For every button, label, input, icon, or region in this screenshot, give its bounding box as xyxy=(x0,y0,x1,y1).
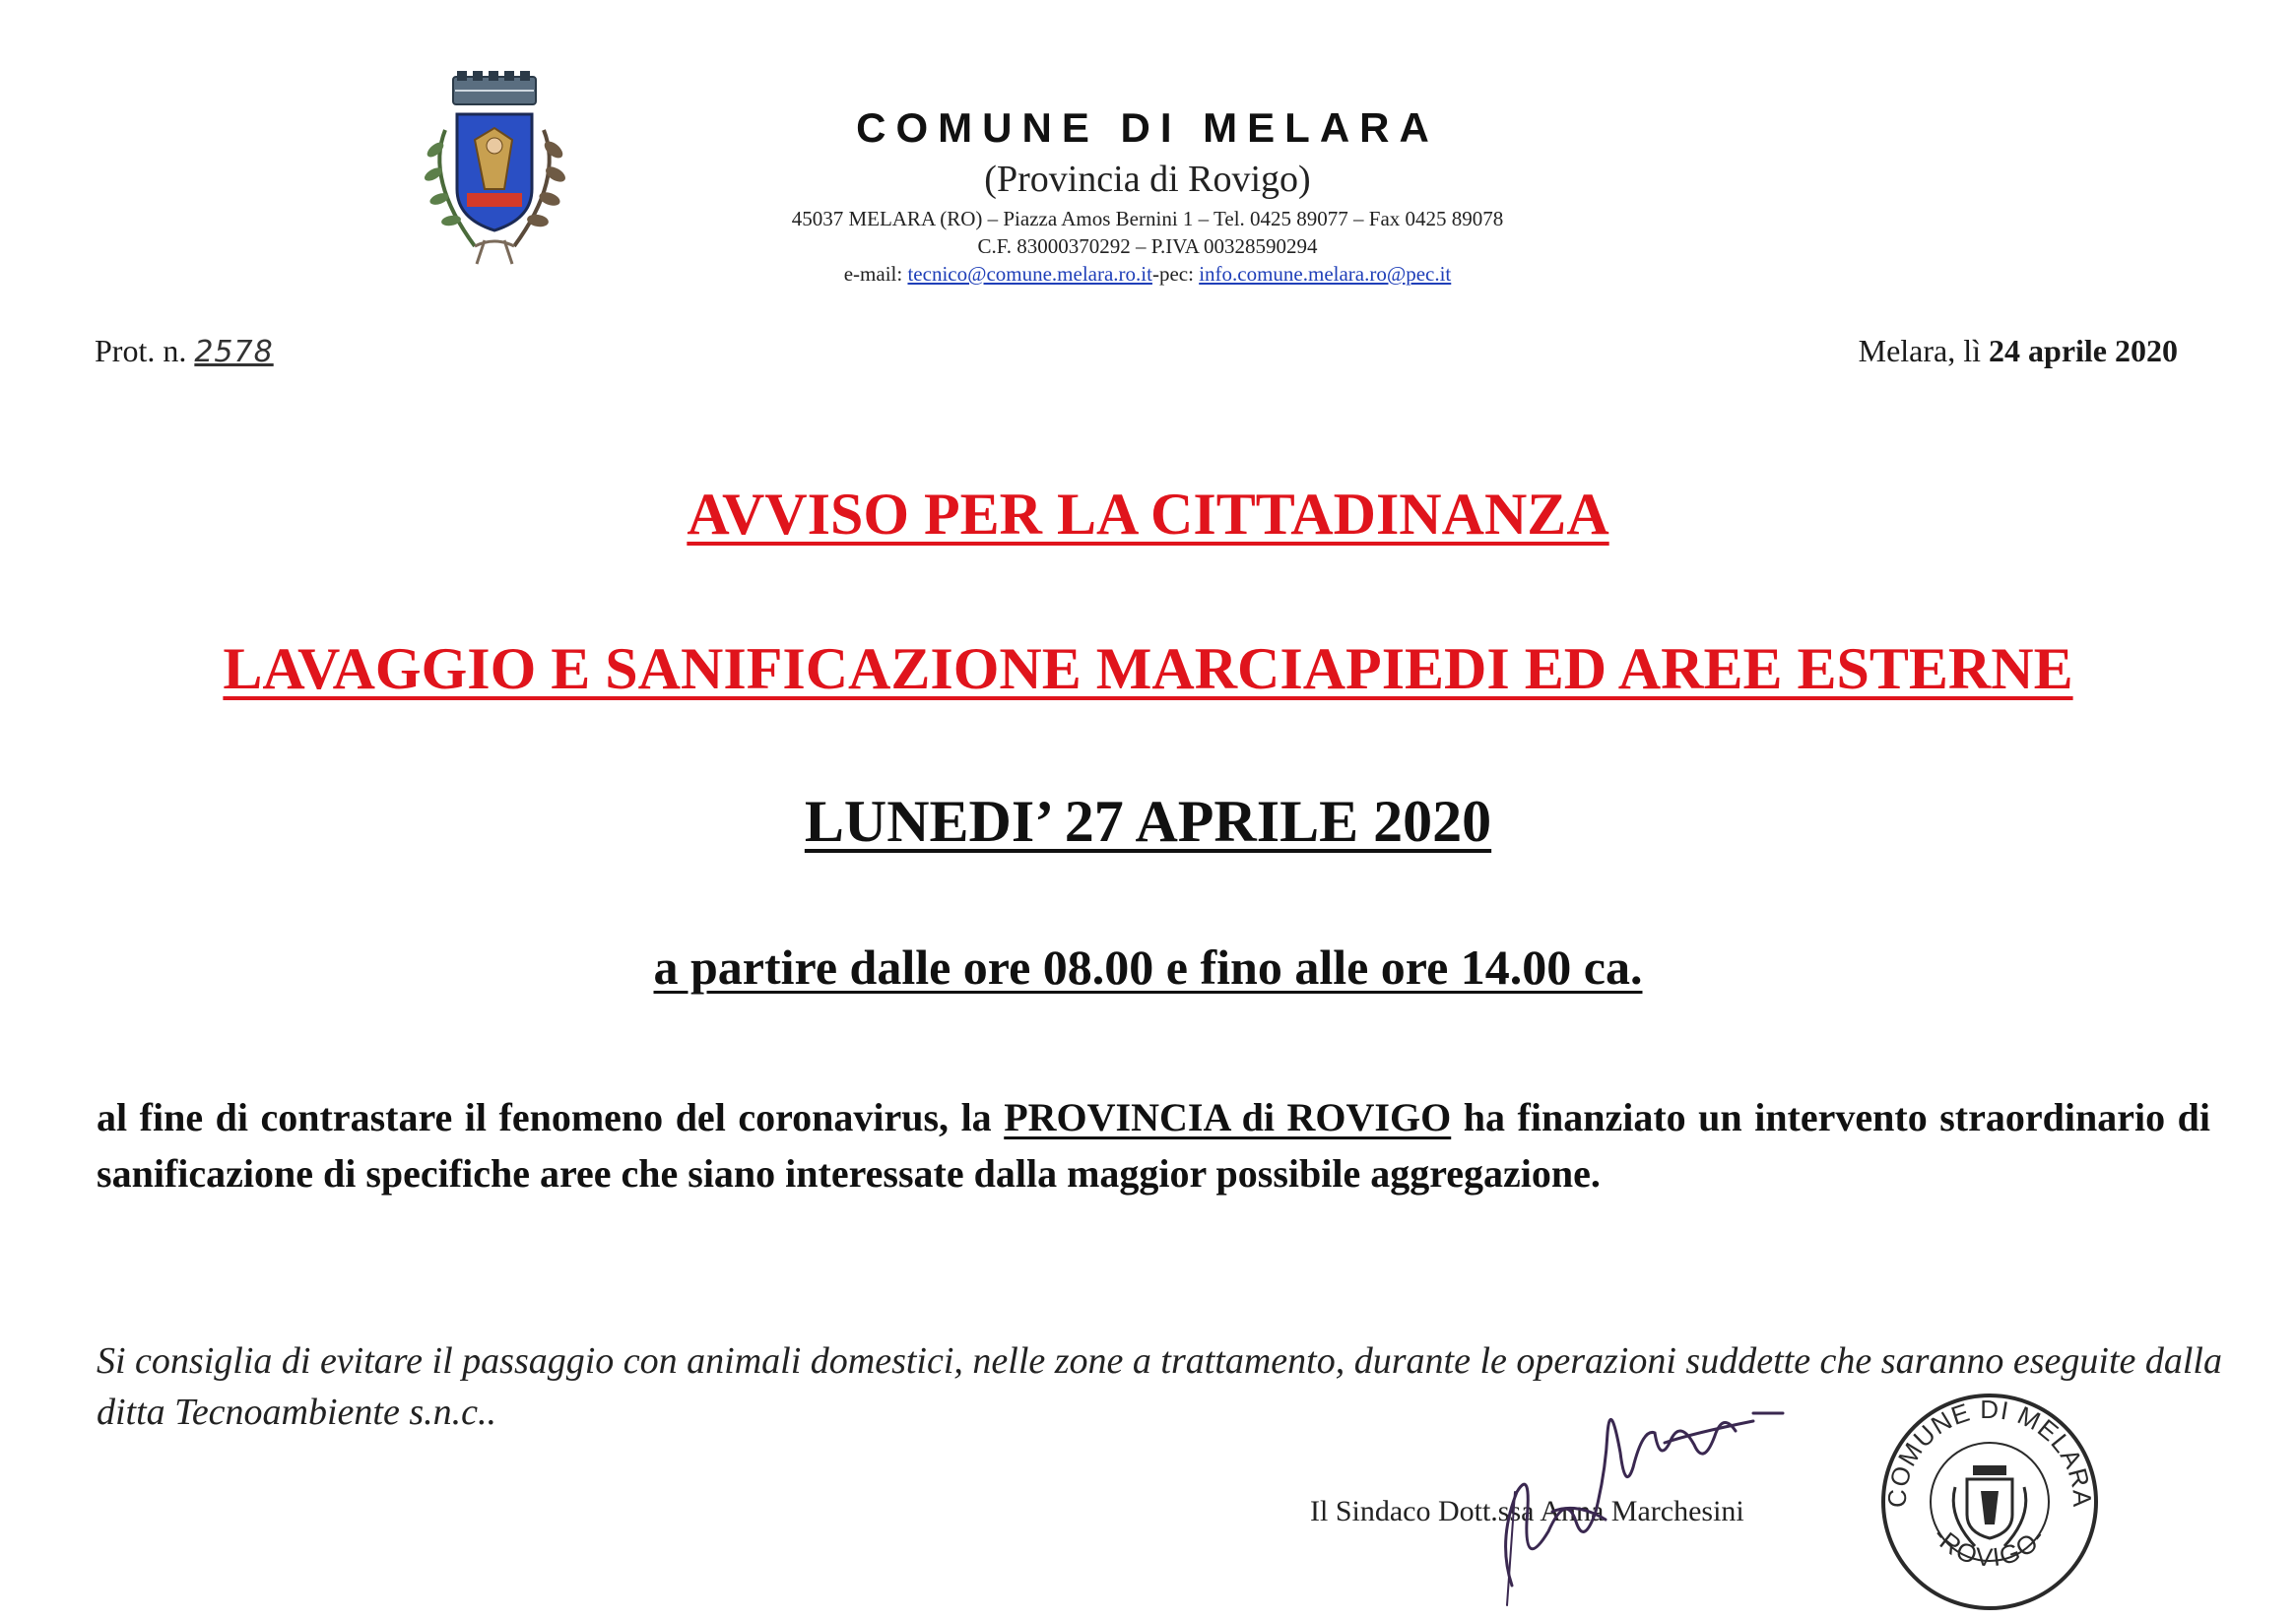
day-title: LUNEDI’ 27 APRILE 2020 xyxy=(804,789,1492,854)
signer-name: Il Sindaco Dott.ssa Anna Marchesini xyxy=(1310,1495,1744,1527)
stamp-text-bottom: -ROVIGO- xyxy=(1927,1521,2053,1573)
notice-title: AVVISO PER LA CITTADINANZA xyxy=(687,482,1609,547)
fiscal-line: C.F. 83000370292 – P.IVA 00328590294 xyxy=(977,234,1318,258)
document-date xyxy=(1859,333,2178,369)
handwritten-signature-icon xyxy=(1458,1374,1871,1610)
body-before: al fine di contrastare il fenomeno del coronavirus, la xyxy=(97,1095,1005,1139)
email-link[interactable]: tecnico@comune.melara.ro.it xyxy=(907,262,1152,286)
svg-text:-ROVIGO- xyxy=(1927,1522,2052,1573)
org-name: COMUNE DI MELARA xyxy=(856,104,1439,151)
body-highlight: PROVINCIA di ROVIGO xyxy=(1004,1095,1452,1139)
pec-link[interactable]: info.comune.melara.ro@pec.it xyxy=(1199,262,1452,286)
org-subtitle: (Provincia di Rovigo) xyxy=(984,159,1311,200)
protocol-value: 2578 xyxy=(194,335,274,369)
body-paragraph xyxy=(97,1089,2210,1201)
date-prefix: Melara, lì xyxy=(1858,333,1990,368)
subject-title: LAVAGGIO E SANIFICAZIONE MARCIAPIEDI ED AREE ESTERNE xyxy=(223,636,2073,701)
body-after: ha finanziato un intervento straordinario di sanificazione di specifiche aree che siano interessate dalla maggior possibile aggregazione. xyxy=(97,1095,2210,1196)
municipal-stamp-icon xyxy=(1876,1389,2103,1615)
address-line: 45037 MELARA (RO) – Piazza Amos Bernini 1 – Tel. 0425 89077 – Fax 0425 89078 xyxy=(791,207,1504,230)
protocol-number xyxy=(95,333,274,369)
date-value: 24 aprile 2020 xyxy=(1989,333,2178,368)
pec-label: -pec: xyxy=(1151,262,1200,286)
stamp-text-top: COMUNE DI MELARA xyxy=(1881,1394,2098,1509)
email-label: e-mail: xyxy=(843,262,908,286)
protocol-label: Prot. n. xyxy=(95,333,187,368)
note-paragraph: Si consiglia di evitare il passaggio con animali domestici, nelle zone a trattamento, durante le operazioni suddette che saranno eseguite dalla ditta Tecnoambiente s.n.c.. xyxy=(97,1340,2222,1433)
contact-line xyxy=(552,262,1743,287)
hours-title: a partire dalle ore 08.00 e fino alle ore 14.00 ca. xyxy=(653,940,1643,995)
